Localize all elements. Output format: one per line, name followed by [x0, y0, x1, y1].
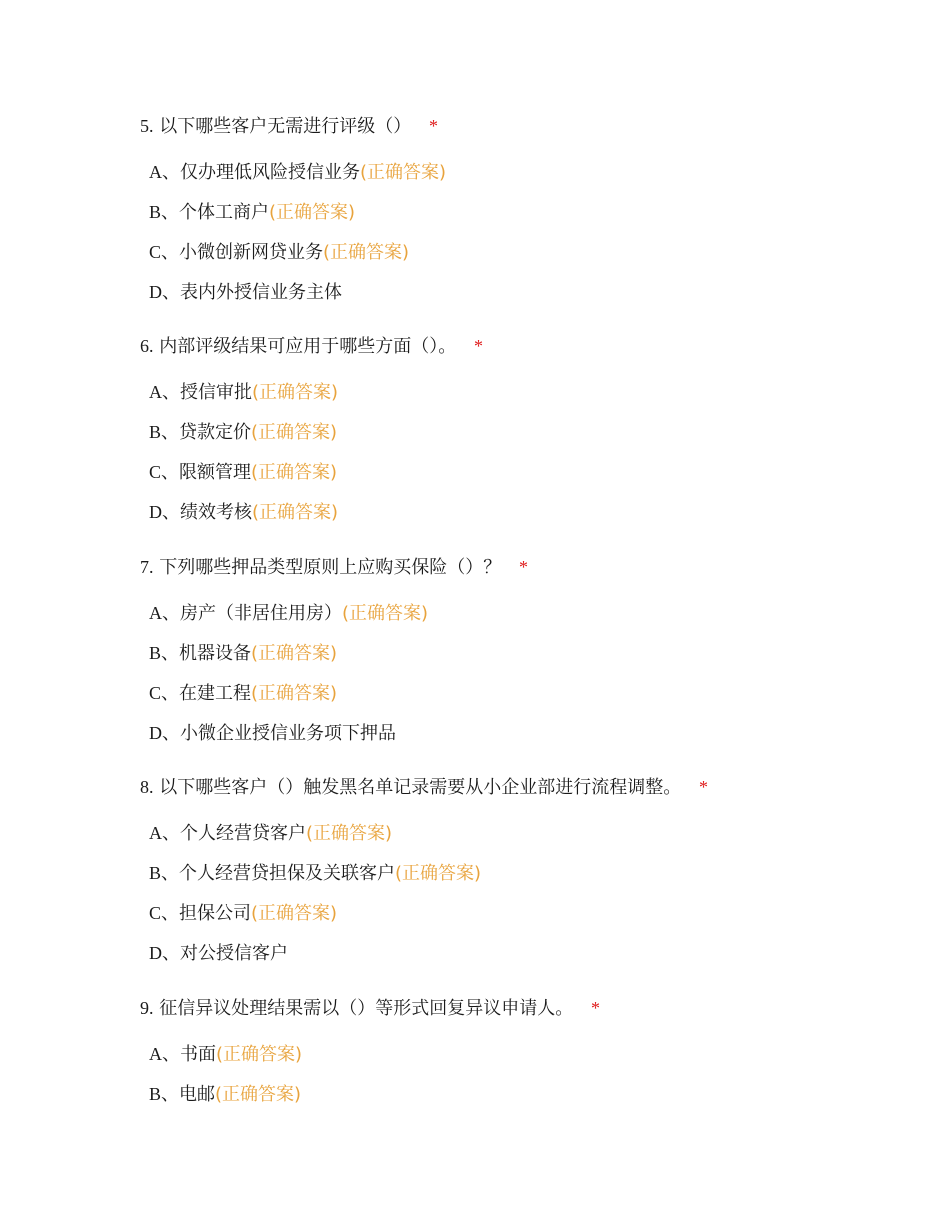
option-separator: 、: [161, 202, 180, 223]
required-mark: *: [473, 336, 483, 356]
option-separator: 、: [162, 943, 180, 964]
option-letter: C: [149, 462, 162, 482]
correct-answer-label: (正确答案): [360, 162, 447, 183]
option-letter: B: [149, 202, 162, 222]
question-text: 以下哪些客户（）触发黑名单记录需要从小企业部进行流程调整。: [159, 777, 682, 798]
question-text: 以下哪些客户无需进行评级（）: [159, 116, 412, 137]
option-text: 小微企业授信业务项下押品: [180, 723, 396, 744]
option-letter: A: [149, 162, 162, 182]
option-letter: C: [149, 242, 162, 262]
correct-answer-label: (正确答案): [251, 903, 338, 924]
option-d[interactable]: [149, 941, 900, 965]
correct-answer-label: (正确答案): [251, 462, 338, 483]
question-5: [140, 114, 900, 320]
option-text: 电邮: [179, 1084, 216, 1105]
option-text: 房产（非居住用房）: [180, 603, 342, 624]
option-text: 绩效考核: [180, 502, 252, 523]
required-mark: *: [590, 998, 600, 1018]
option-text: 授信审批: [180, 382, 252, 403]
required-mark: *: [698, 777, 708, 797]
option-c[interactable]: [149, 240, 900, 264]
correct-answer-label: (正确答案): [251, 643, 338, 664]
option-letter: A: [149, 823, 162, 843]
option-letter: B: [149, 422, 162, 442]
option-separator: 、: [162, 603, 180, 624]
question-title: [140, 334, 900, 358]
required-mark: *: [428, 116, 438, 136]
option-a[interactable]: [149, 601, 900, 625]
option-list: [140, 1042, 900, 1106]
option-separator: 、: [162, 502, 180, 523]
option-text: 机器设备: [179, 643, 252, 664]
correct-answer-label: (正确答案): [395, 863, 482, 884]
option-list: [140, 160, 900, 304]
option-separator: 、: [161, 903, 180, 924]
option-list: [140, 601, 900, 745]
option-a[interactable]: [149, 1042, 900, 1066]
option-c[interactable]: [149, 901, 900, 925]
option-letter: A: [149, 1044, 162, 1064]
option-b[interactable]: [149, 861, 900, 885]
question-8: [140, 775, 900, 981]
option-separator: 、: [161, 683, 180, 704]
question-title: [140, 775, 900, 799]
option-a[interactable]: [149, 821, 900, 845]
question-text: 下列哪些押品类型原则上应购买保险（）？: [159, 557, 502, 578]
option-letter: D: [149, 943, 162, 963]
option-b[interactable]: [149, 200, 900, 224]
option-separator: 、: [162, 1044, 180, 1065]
correct-answer-label: (正确答案): [342, 603, 429, 624]
question-text: 内部评级结果可应用于哪些方面（）。: [159, 336, 457, 357]
option-d[interactable]: [149, 500, 900, 524]
correct-answer-label: (正确答案): [306, 823, 393, 844]
correct-answer-label: (正确答案): [269, 202, 356, 223]
option-letter: C: [149, 903, 162, 923]
option-text: 个人经营贷担保及关联客户: [179, 863, 396, 884]
correct-answer-label: (正确答案): [251, 683, 338, 704]
question-title: [140, 114, 900, 138]
question-number: 6.: [140, 336, 154, 356]
option-text: 表内外授信业务主体: [180, 282, 342, 303]
option-text: 担保公司: [179, 903, 252, 924]
required-mark: *: [518, 557, 528, 577]
option-a[interactable]: [149, 380, 900, 404]
option-d[interactable]: [149, 280, 900, 304]
question-number: 5.: [140, 116, 154, 136]
option-c[interactable]: [149, 681, 900, 705]
option-separator: 、: [162, 162, 180, 183]
option-separator: 、: [161, 462, 180, 483]
option-letter: A: [149, 382, 162, 402]
option-letter: C: [149, 683, 162, 703]
option-letter: B: [149, 863, 162, 883]
question-number: 8.: [140, 777, 154, 797]
option-list: [140, 380, 900, 524]
option-text: 限额管理: [179, 462, 252, 483]
option-d[interactable]: [149, 721, 900, 745]
correct-answer-label: (正确答案): [252, 502, 339, 523]
option-letter: D: [149, 723, 162, 743]
option-letter: B: [149, 1084, 162, 1104]
question-number: 9.: [140, 998, 154, 1018]
option-letter: D: [149, 502, 162, 522]
correct-answer-label: (正确答案): [251, 422, 338, 443]
option-b[interactable]: [149, 1082, 900, 1106]
option-text: 在建工程: [179, 683, 252, 704]
question-title: [140, 555, 900, 579]
option-separator: 、: [161, 863, 180, 884]
question-number: 7.: [140, 557, 154, 577]
option-separator: 、: [162, 382, 180, 403]
option-text: 个人经营贷客户: [180, 823, 306, 844]
option-c[interactable]: [149, 460, 900, 484]
option-text: 个体工商户: [179, 202, 270, 223]
correct-answer-label: (正确答案): [215, 1084, 302, 1105]
option-b[interactable]: [149, 420, 900, 444]
option-b[interactable]: [149, 641, 900, 665]
option-separator: 、: [161, 1084, 180, 1105]
option-text: 书面: [180, 1044, 216, 1065]
option-letter: A: [149, 603, 162, 623]
option-a[interactable]: [149, 160, 900, 184]
correct-answer-label: (正确答案): [252, 382, 339, 403]
option-text: 小微创新网贷业务: [179, 242, 324, 263]
option-text: 贷款定价: [179, 422, 252, 443]
option-separator: 、: [162, 823, 180, 844]
question-9: [140, 996, 900, 1122]
correct-answer-label: (正确答案): [323, 242, 410, 263]
option-list: [140, 821, 900, 965]
option-separator: 、: [161, 422, 180, 443]
correct-answer-label: (正确答案): [216, 1044, 303, 1065]
option-separator: 、: [162, 723, 180, 744]
option-separator: 、: [161, 643, 180, 664]
option-separator: 、: [162, 282, 180, 303]
question-text: 征信异议处理结果需以（）等形式回复异议申请人。: [159, 998, 574, 1019]
question-6: [140, 334, 900, 540]
option-letter: B: [149, 643, 162, 663]
option-letter: D: [149, 282, 162, 302]
question-title: [140, 996, 900, 1020]
option-separator: 、: [161, 242, 180, 263]
question-7: [140, 555, 900, 761]
option-text: 对公授信客户: [180, 943, 288, 964]
option-text: 仅办理低风险授信业务: [180, 162, 360, 183]
